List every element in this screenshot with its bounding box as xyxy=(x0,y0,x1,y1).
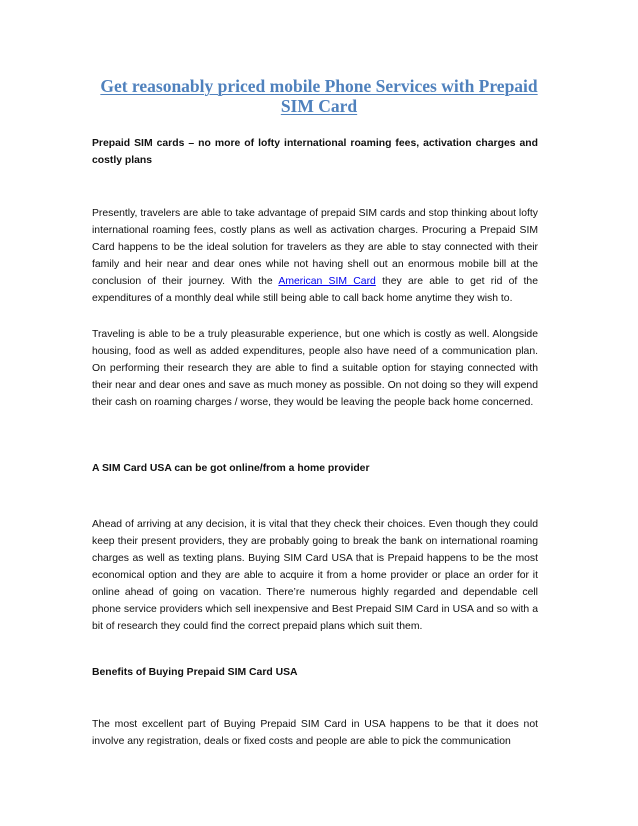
paragraph-traveling: Traveling is able to be a truly pleasurable experience, but one which is costly as well. Alongside housing, food as well as added expenditures, people also have need of a communication plan. On performing their research they are able to find a suitable option for staying connected with their near and dear ones and save as much money as possible. On not doing so they will expend their cash on roaming charges / worse, they would be leaving the people back home concerned. xyxy=(92,329,538,408)
paragraph-most-excellent: The most excellent part of Buying Prepaid SIM Card in USA happens to be that it does not involve any registration, deals or fixed costs and people are able to pick the communication xyxy=(92,719,538,747)
subheading-prepaid-sim: Prepaid SIM cards – no more of lofty international roaming fees, activation charges and costly plans xyxy=(92,138,538,166)
heading-benefits: Benefits of Buying Prepaid SIM Card USA xyxy=(92,667,298,678)
heading-sim-card-usa-online: A SIM Card USA can be got online/from a home provider xyxy=(92,463,370,474)
paragraph-presently-text-end: they are able to get rid of the expenditures of a monthly deal while still being able to call back home anytime they wish to. xyxy=(92,276,538,304)
american-sim-card-link[interactable]: American SIM Card xyxy=(278,276,376,287)
paragraph-presently xyxy=(92,205,538,307)
paragraph-ahead-of-arriving: Ahead of arriving at any decision, it is vital that they check their choices. Even though they could keep their present providers, they are probably going to break the bank on international roaming charges as well as texting plans. Buying SIM Card USA that is Prepaid happens to be the most economical option and they are able to acquire it from a home provider or place an order for it online ahead of going on vacation. There’re numerous highly regarded and dependable cell phone service providers which sell inexpensive and Best Prepaid SIM Card in USA and so with a bit of research they could find the correct prepaid plans which suit them. xyxy=(92,519,538,632)
paragraph-presently-text-start: Presently, travelers are able to take advantage of prepaid SIM cards and stop thinking about lofty international roaming fees, costly plans as well as activation charges. Procuring a Prepaid SIM Card happens to be the ideal solution for travelers as they are able to stay connected with their family and heir near and dear ones while not having shell out an enormous mobile bill at the conclusion of their journey. With the xyxy=(92,208,538,287)
document-title: Get reasonably priced mobile Phone Services with Prepaid SIM Card xyxy=(100,76,538,116)
